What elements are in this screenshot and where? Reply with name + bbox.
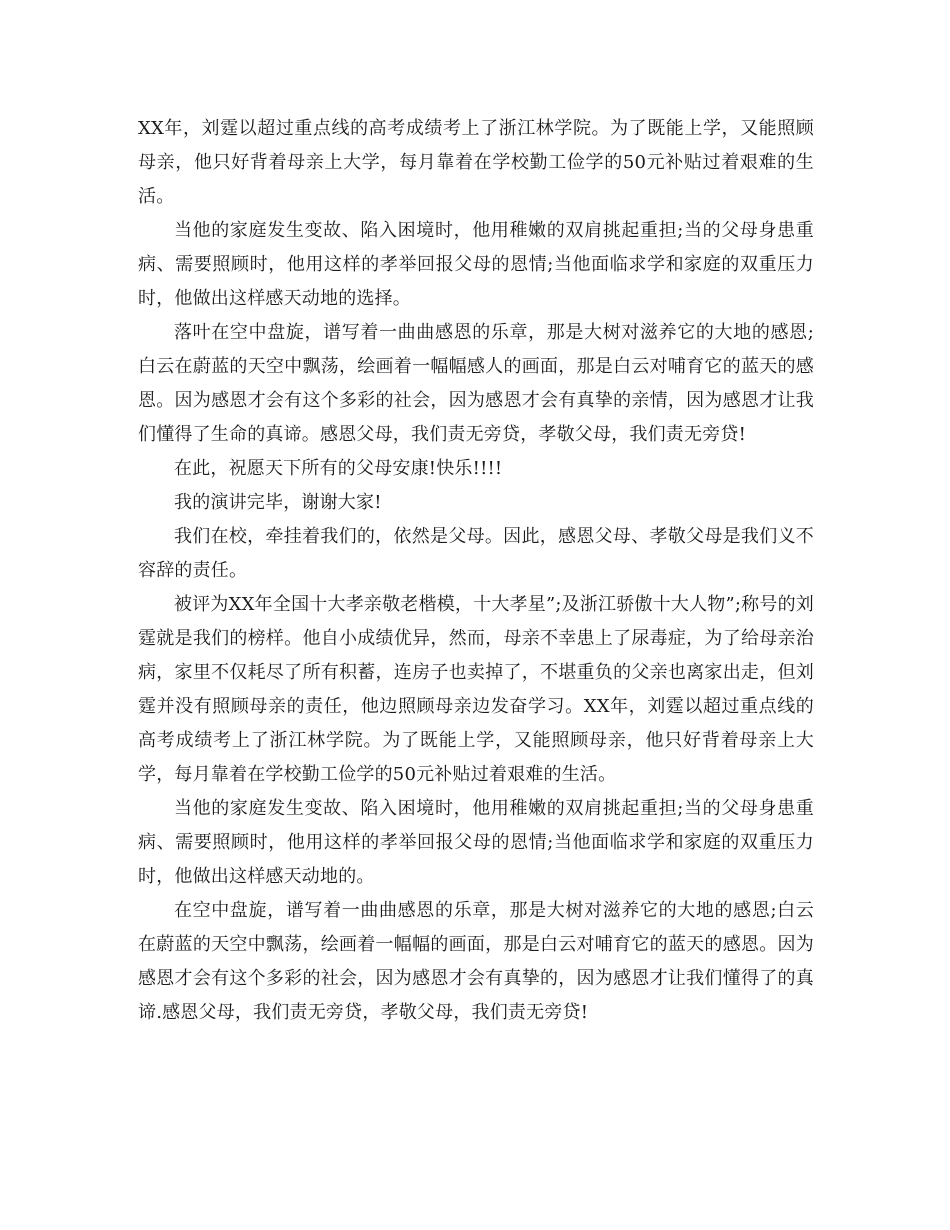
paragraph: 在空中盘旋，谱写着一曲曲感恩的乐章，那是大树对滋养它的大地的感恩;白云在蔚蓝的天空中飘荡，绘画着一幅幅的画面，那是白云对哺育它的蓝天的感恩。因为感恩才会有这个多彩的社会，因为感恩才会有真挚的，因为感恩才让我们懂得了的真谛.感恩父母，我们责无旁贷，孝敬父母，我们责无旁贷! (138, 900, 814, 1023)
document-body (138, 112, 814, 1030)
paragraph: 当他的家庭发生变故、陷入困境时，他用稚嫩的双肩挑起重担;当的父母身患重病、需要照顾时，他用这样的孝举回报父母的恩情;当他面临求学和家庭的双重压力时，他做出这样感天动地的选择。 (138, 220, 814, 309)
paragraph: 我的演讲完毕，谢谢大家! (174, 492, 382, 513)
paragraph: 落叶在空中盘旋，谱写着一曲曲感恩的乐章，那是大树对滋养它的大地的感恩;白云在蔚蓝的天空中飘荡，绘画着一幅幅感人的画面，那是白云对哺育它的蓝天的感恩。因为感恩才会有这个多彩的社会，因为感恩才会有真挚的亲情，因为感恩才让我们懂得了生命的真谛。感恩父母，我们责无旁贷，孝敬父母，我们责无旁贷! (138, 322, 814, 445)
paragraph: 我们在校，牵挂着我们的，依然是父母。因此，感恩父母、孝敬父母是我们义不容辞的责任。 (138, 526, 814, 581)
paragraph: 在此，祝愿天下所有的父母安康!快乐!!!! (174, 458, 503, 479)
paragraph: 被评为XX年全国十大孝亲敬老楷模，十大孝星”;及浙江骄傲十大人物”;称号的刘霆就是我们的榜样。他自小成绩优异，然而，母亲不幸患上了尿毒症，为了给母亲治病，家里不仅耗尽了所有积蓄，连房子也卖掉了，不堪重负的父亲也离家出走，但刘霆并没有照顾母亲的责任，他边照顾母亲边发奋学习。XX年，刘霆以超过重点线的高考成绩考上了浙江林学院。为了既能上学，又能照顾母亲，他只好背着母亲上大学，每月靠着在学校勤工俭学的50元补贴过着艰难的生活。 (138, 594, 814, 785)
paragraph: 当他的家庭发生变故、陷入困境时，他用稚嫩的双肩挑起重担;当的父母身患重病、需要照顾时，他用这样的孝举回报父母的恩情;当他面临求学和家庭的双重压力时，他做出这样感天动地的。 (138, 798, 814, 887)
paragraph: XX年，刘霆以超过重点线的高考成绩考上了浙江林学院。为了既能上学，又能照顾母亲，他只好背着母亲上大学，每月靠着在学校勤工俭学的50元补贴过着艰难的生活。 (138, 118, 814, 207)
